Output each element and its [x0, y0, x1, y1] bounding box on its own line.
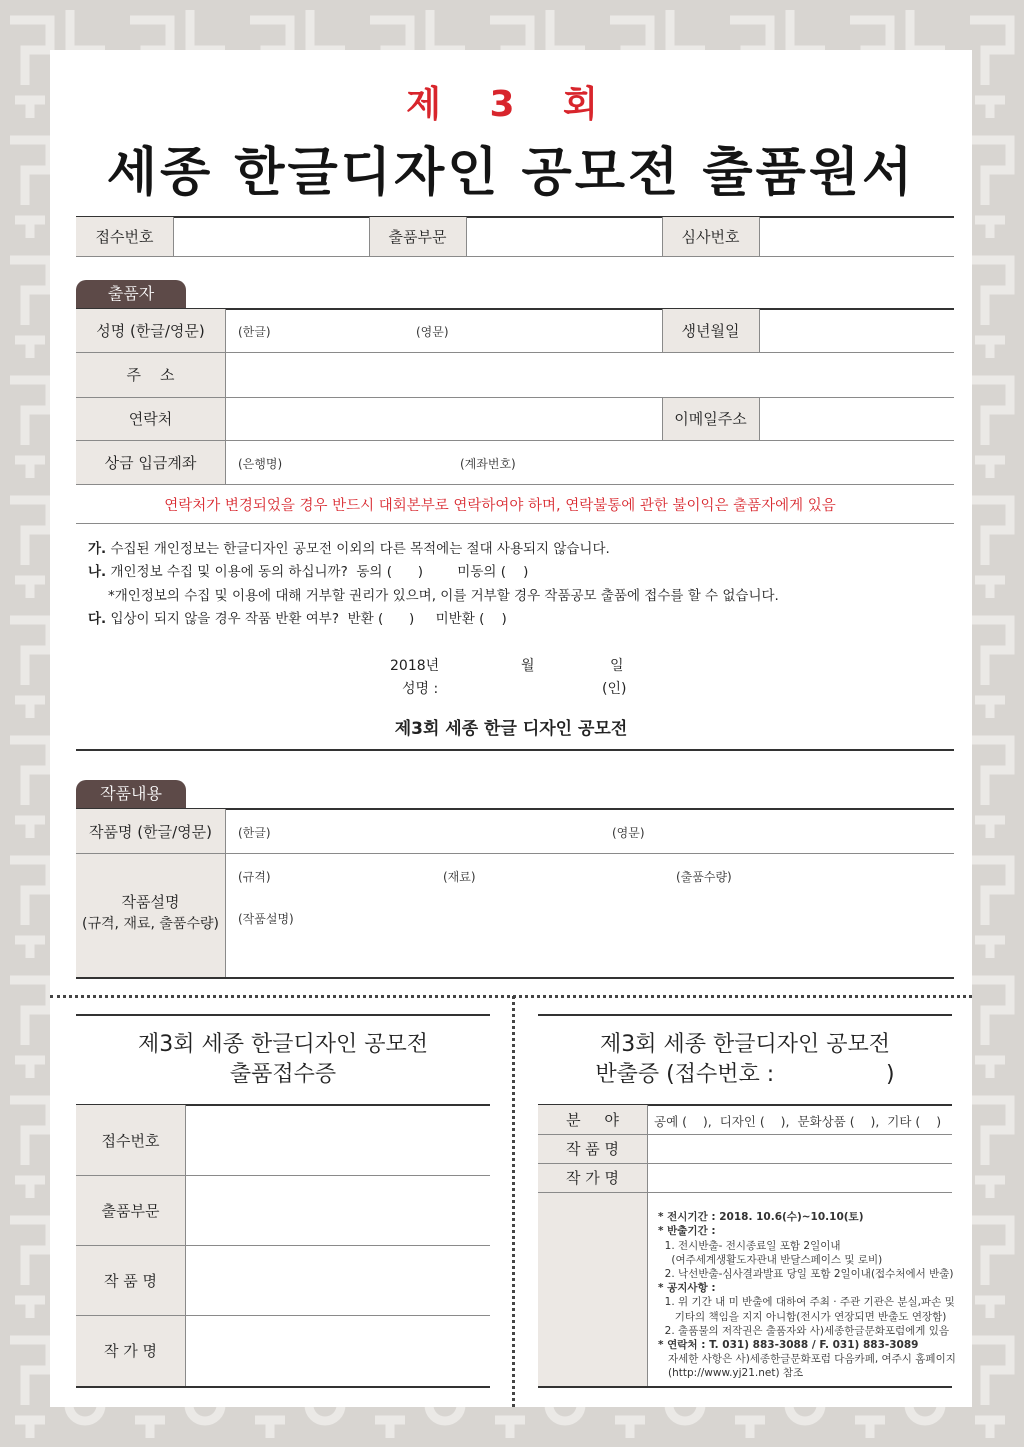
return-title-2: 반출증 (접수번호 : ) — [595, 1062, 895, 1087]
description-hint: (작품설명) — [238, 912, 294, 926]
account-field[interactable] — [226, 440, 954, 484]
work-title-field[interactable] — [226, 809, 954, 853]
sign-year: 2018년 — [390, 658, 440, 674]
birth-label: 생년월일 — [681, 322, 740, 340]
receipt-receipt-no-field[interactable] — [186, 1105, 490, 1175]
name-korean-hint: (한글) — [238, 325, 271, 339]
sign-day: 일 — [610, 658, 624, 674]
receipt-category-field[interactable] — [186, 1175, 490, 1245]
edition-label: 제 3 회 — [406, 84, 616, 125]
receipt-no-field[interactable] — [174, 217, 368, 256]
work-title-english-hint: (영문) — [612, 826, 645, 840]
receipt-row-receipt-no: 접수번호 — [101, 1131, 160, 1150]
return-work-label: 작 품 명 — [565, 1140, 619, 1158]
return-field-value: 공예 ( ), 디자인 ( ), 문화상품 ( ), 기타 ( ) — [654, 1114, 942, 1129]
work-description-field[interactable] — [226, 854, 954, 976]
return-artist-label: 작 가 명 — [565, 1169, 619, 1187]
contact-change-notice: 연락처가 변경되었을 경우 반드시 대회본부로 연락하여야 하며, 연락불통에 관한 불이익은 출품자에게 있음 — [164, 498, 836, 514]
contact-field[interactable] — [226, 397, 661, 440]
work-tab: 작품내용 — [76, 780, 186, 808]
material-hint: (재료) — [443, 870, 476, 884]
work-desc-label-2: (규격, 재료, 출품수량) — [82, 916, 219, 932]
review-no-field[interactable] — [760, 217, 954, 256]
bank-hint: (은행명) — [238, 457, 283, 471]
return-notes: * 전시기간 : 2018. 10.6(수)~10.10(토) * 반출기간 : 1. 전시반출- 전시종료일 포함 2일이내 (여주세계생활도자관내 반달스페이스 및 로비) 2. 낙선반출-심사결과발표 당일 포함 2일이내(접수처에서 반출) * 공지사항 : 1. 위 기간 내 미 반출에 대하여 주최 · 주관 기관은 분실,파손 및 기타의 책임을 지지 아니함(전시가 연장되면 반출도 연장함) 2. 출품물의 저작권은 출품자와 사)세종한글문화포럼에게 있음 * 연락처 : T. 031) 883-3088 / F. 031) 883-3089 자세한 사항은 사)세종한글문화포럼 다음카페, 여주시 홈페이지 (http://www.yj21.net) 참조 — [658, 1211, 956, 1380]
address-field[interactable] — [226, 352, 954, 397]
consent-a: 가. 수집된 개인정보는 한글디자인 공모전 이외의 다른 목적에는 절대 사용되지 않습니다. — [88, 541, 610, 557]
email-label: 이메일주소 — [674, 410, 747, 428]
return-field-label: 분 야 — [566, 1111, 619, 1129]
work-desc-label-1: 작품설명 — [121, 892, 180, 911]
sign-seal: (인) — [602, 681, 627, 697]
name-label: 성명 (한글/영문) — [96, 322, 205, 340]
receipt-title-1: 제3회 세종 한글디자인 공모전 — [137, 1032, 428, 1057]
review-no-label: 심사번호 — [681, 228, 740, 246]
quantity-hint: (출품수량) — [676, 870, 732, 884]
receipt-row-category: 출품부문 — [101, 1201, 160, 1220]
return-title-1: 제3회 세종 한글디자인 공모전 — [599, 1032, 890, 1057]
application-form — [50, 50, 972, 1407]
name-field[interactable] — [226, 309, 661, 352]
consent-b: 나. 개인정보 수집 및 이용에 동의 하십니까? 동의 ( ) 미동의 ( ) — [88, 564, 529, 580]
return-work-field[interactable] — [648, 1134, 952, 1163]
birth-field[interactable] — [760, 309, 954, 352]
spec-hint: (규격) — [238, 870, 271, 884]
account-label: 상금 입금계좌 — [104, 453, 197, 472]
address-label: 주 소 — [126, 366, 175, 384]
consent-c: 다. 입상이 되지 않을 경우 작품 반환 여부? 반환 ( ) 미반환 ( ) — [88, 611, 507, 627]
return-artist-field[interactable] — [648, 1163, 952, 1192]
receipt-artist-field[interactable] — [186, 1315, 490, 1386]
account-hint: (계좌번호) — [460, 457, 516, 471]
sign-name: 성명 : — [402, 681, 439, 697]
sign-month: 월 — [521, 658, 535, 674]
organizer: 제3회 세종 한글 디자인 공모전 — [394, 719, 628, 739]
applicant-tab: 출품자 — [76, 280, 186, 308]
consent-b-note: *개인정보의 수집 및 이용에 대해 거부할 권리가 있으며, 이를 거부할 경우 작품공모 출품에 접수를 할 수 없습니다. — [108, 588, 779, 604]
receipt-row-work-title: 작 품 명 — [103, 1271, 157, 1290]
contact-label: 연락처 — [128, 410, 173, 428]
category-field[interactable] — [467, 217, 661, 256]
name-english-hint: (영문) — [416, 325, 449, 339]
form-title: 세종 한글디자인 공모전 출품원서 — [106, 143, 916, 203]
receipt-work-title-field[interactable] — [186, 1245, 490, 1315]
work-title-label: 작품명 (한글/영문) — [89, 822, 212, 841]
work-title-korean-hint: (한글) — [238, 826, 271, 840]
email-field[interactable] — [760, 397, 954, 440]
category-label: 출품부문 — [388, 228, 447, 246]
receipt-row-artist: 작 가 명 — [103, 1342, 157, 1360]
receipt-no-label: 접수번호 — [95, 228, 154, 246]
receipt-title-2: 출품접수증 — [229, 1062, 337, 1087]
